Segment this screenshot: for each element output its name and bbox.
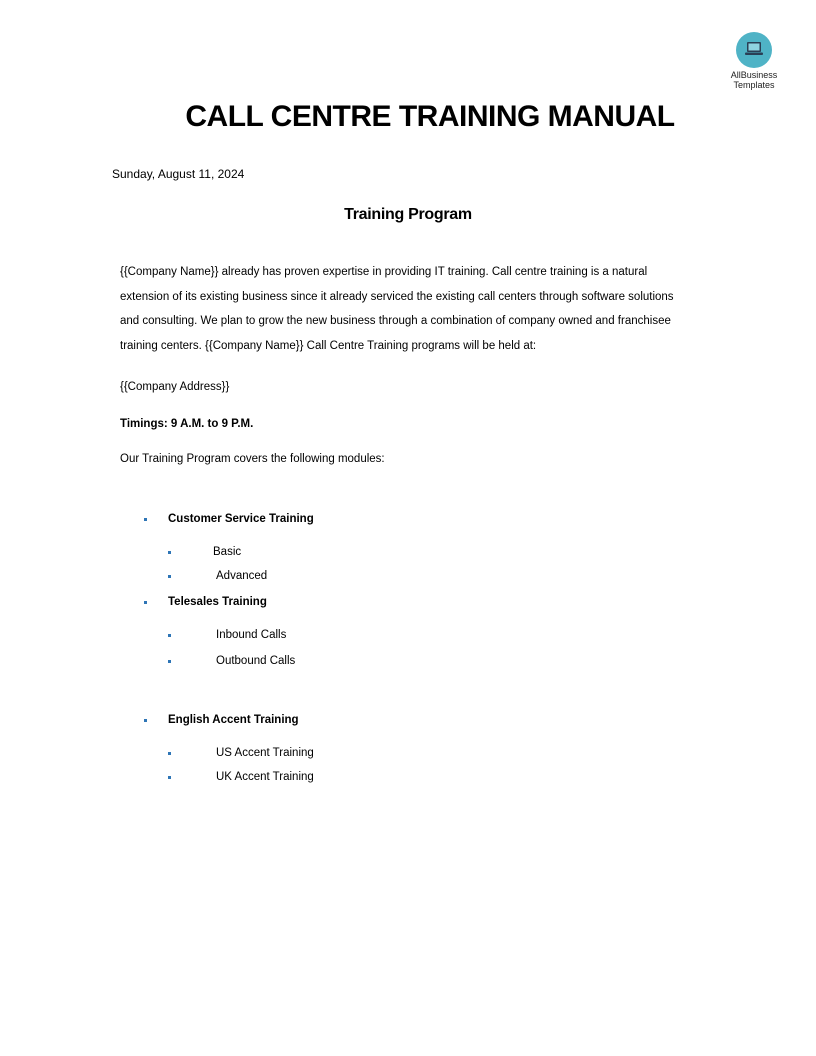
- logo-text-line2: Templates: [733, 80, 775, 90]
- bullet-icon: [168, 634, 171, 637]
- bullet-icon: [168, 575, 171, 578]
- company-address: {{Company Address}}: [120, 381, 230, 393]
- modules-intro: Our Training Program covers the following modules:: [120, 453, 385, 465]
- module-item: Outbound Calls: [216, 655, 296, 667]
- bullet-icon: [144, 518, 147, 521]
- bullet-icon: [144, 719, 147, 722]
- module-item: Inbound Calls: [216, 629, 287, 641]
- intro-paragraph: {{Company Name}} already has proven expertise in providing IT training. Call centre training is a natural extension of its existing business since it already serviced the existing call centers through software solutions and consulting. We plan to grow the new business through a combination of company owned and franchisee training centers. {{Company Name}} Call Centre Training programs will be held at:: [120, 266, 674, 352]
- laptop-icon: [736, 32, 772, 68]
- module-label: Telesales Training: [168, 596, 267, 608]
- bullet-icon: [144, 601, 147, 604]
- module-item: Basic: [213, 546, 242, 558]
- timings: Timings: 9 A.M. to 9 P.M.: [120, 418, 254, 430]
- module-item: Advanced: [216, 570, 268, 582]
- module-label: Customer Service Training: [168, 513, 314, 525]
- bullet-icon: [168, 660, 171, 663]
- logo-text-line1: AllBusiness: [730, 70, 778, 80]
- module-item: US Accent Training: [216, 747, 314, 759]
- document-date: Sunday, August 11, 2024: [112, 167, 245, 181]
- document-title: CALL CENTRE TRAINING MANUAL: [185, 100, 675, 133]
- allbusiness-logo: [722, 32, 786, 90]
- bullet-icon: [168, 752, 171, 755]
- bullet-icon: [168, 776, 171, 779]
- module-label: English Accent Training: [168, 714, 299, 726]
- section-title: Training Program: [344, 206, 472, 223]
- module-item: UK Accent Training: [216, 771, 314, 783]
- bullet-icon: [168, 551, 171, 554]
